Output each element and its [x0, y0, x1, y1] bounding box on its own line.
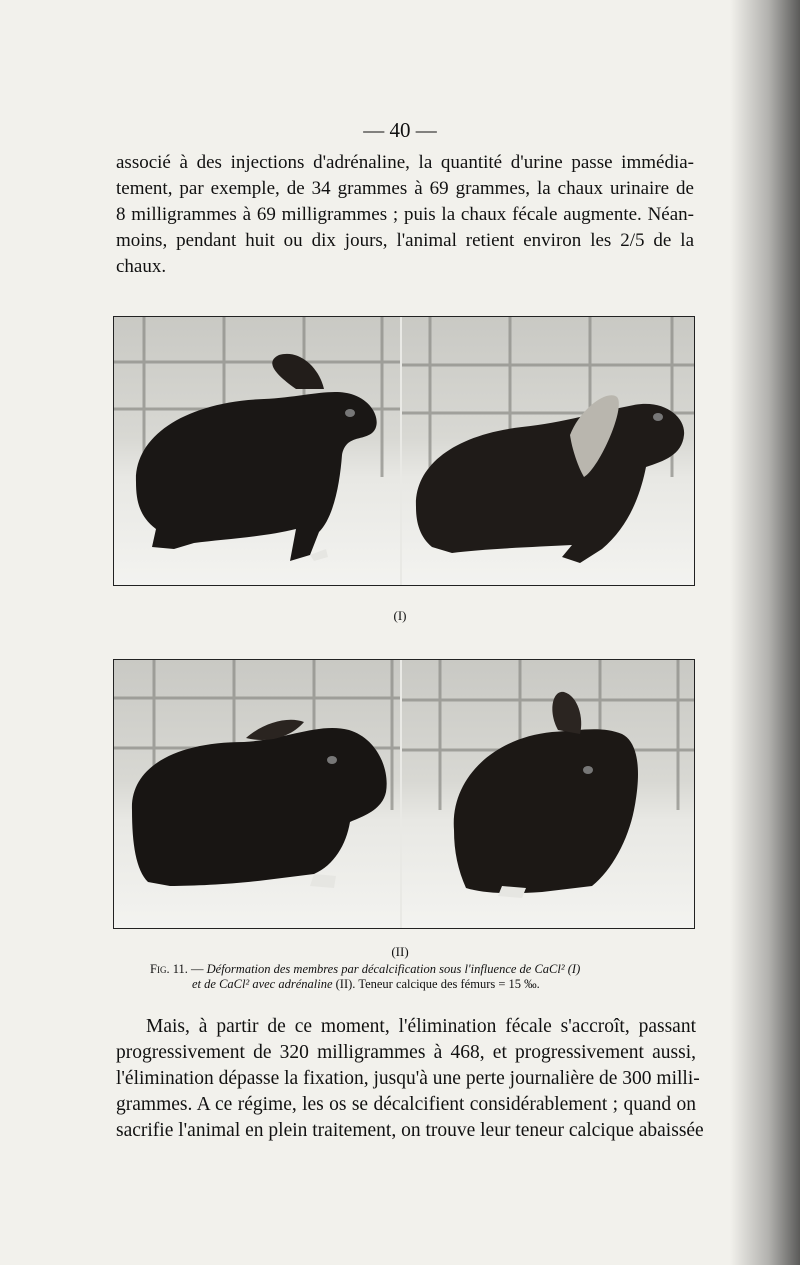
paragraph-line: tement, par exemple, de 34 grammes à 69 grammes, la chaux urinaire de	[116, 178, 694, 199]
paragraph-line: grammes. A ce régime, les os se décalcifient considérablement ; quand on	[116, 1094, 696, 1115]
plate-1-label: (I)	[393, 608, 407, 623]
paragraph-line: Mais, à partir de ce moment, l'élimination fécale s'accroît, passant	[146, 1016, 696, 1037]
figure-caption	[150, 962, 690, 992]
paragraph-line: associé à des injections d'adrénaline, la quantité d'urine passe immédia-	[116, 152, 694, 173]
caption-line-2-rest: (II). Teneur calcique des fémurs = 15 ‰.	[335, 977, 540, 991]
paragraph-line: moins, pendant huit ou dix jours, l'animal retient environ les 2/5 de la	[116, 230, 694, 251]
page-edge-shadow	[730, 0, 800, 1265]
paragraph-line: chaux.	[116, 256, 167, 277]
paragraph-line: progressivement de 320 milligrammes à 468, et progressivement aussi,	[116, 1042, 696, 1063]
page-number: — 40 —	[363, 118, 437, 142]
caption-line-1: Déformation des membres par décalcification sous l'influence de CaCl² (I)	[206, 962, 581, 976]
caption-line-2-italic: et de CaCl² avec adrénaline	[192, 977, 333, 991]
figure-number: Fig. 11.	[150, 962, 188, 976]
paragraph-line: sacrifie l'animal en plein traitement, on trouve leur teneur calcique abaissée	[116, 1120, 704, 1141]
paragraph-line: l'élimination dépasse la fixation, jusqu'à une perte journalière de 300 milli-	[116, 1068, 700, 1089]
rabbit-photo-1a	[114, 317, 400, 585]
top-paragraph	[116, 150, 694, 280]
rabbit-photo-2a	[114, 660, 400, 928]
bottom-paragraph	[116, 1014, 704, 1144]
photo-plate-2	[113, 659, 695, 929]
paragraph-line: 8 milligrammes à 69 milligrammes ; puis la chaux fécale augmente. Néan-	[116, 204, 694, 225]
rabbit-photo-2b	[402, 660, 694, 928]
photo-plate-1	[113, 316, 695, 586]
caption-dash: —	[187, 962, 207, 976]
plate-2-label: (II)	[391, 944, 409, 959]
rabbit-photo-1b	[402, 317, 694, 585]
